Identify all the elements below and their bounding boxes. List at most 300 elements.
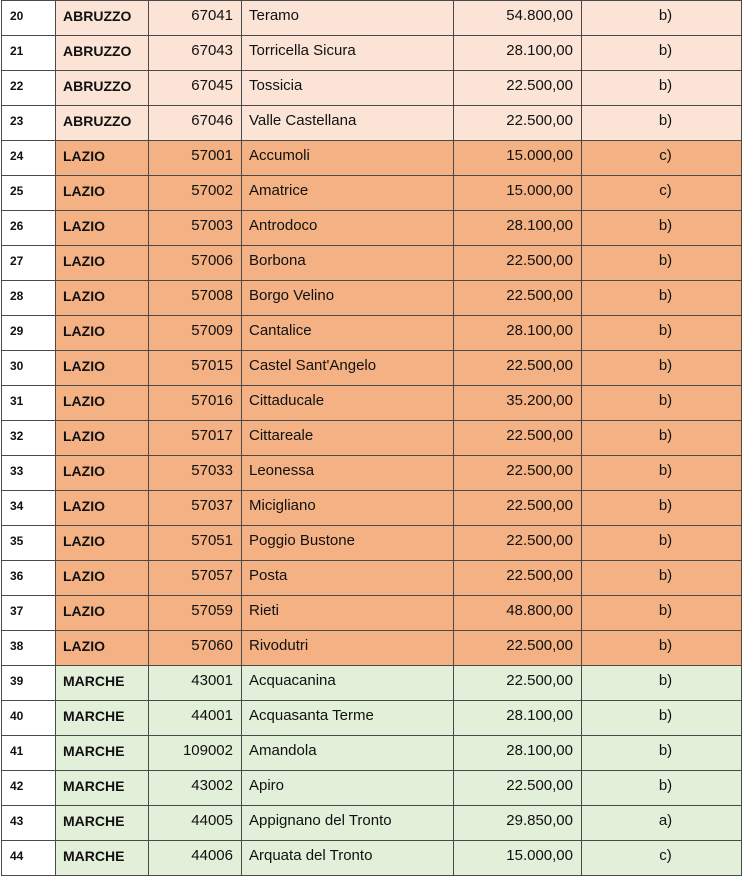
category-cell	[582, 631, 742, 666]
amount-cell-text: 22.500,00	[506, 287, 573, 304]
amount-cell-text: 54.800,00	[506, 7, 573, 24]
row-number-cell-text: 21	[10, 44, 24, 58]
amount-cell	[454, 36, 582, 71]
row-number-cell	[2, 631, 56, 666]
municipality-name-cell	[242, 1, 454, 36]
region-cell-text: LAZIO	[63, 218, 105, 234]
region-cell	[56, 631, 149, 666]
istat-code-cell	[149, 771, 242, 806]
table-row	[2, 456, 742, 491]
istat-code-cell-text: 44001	[191, 707, 233, 724]
amount-cell	[454, 806, 582, 841]
istat-code-cell	[149, 351, 242, 386]
row-number-cell-text: 43	[10, 814, 24, 828]
amount-cell-text: 22.500,00	[506, 77, 573, 94]
municipality-name-cell-text: Borgo Velino	[249, 287, 335, 304]
amount-cell-text: 22.500,00	[506, 252, 573, 269]
region-cell	[56, 71, 149, 106]
row-number-cell-text: 29	[10, 324, 24, 338]
istat-code-cell-text: 67041	[191, 7, 233, 24]
row-number-cell	[2, 351, 56, 386]
region-cell-text: LAZIO	[63, 463, 105, 479]
region-cell-text: LAZIO	[63, 183, 105, 199]
istat-code-cell	[149, 36, 242, 71]
municipality-name-cell-text: Teramo	[249, 7, 300, 24]
region-cell	[56, 806, 149, 841]
istat-code-cell-text: 57001	[191, 147, 233, 164]
istat-code-cell	[149, 491, 242, 526]
table-row	[2, 176, 742, 211]
municipality-name-cell	[242, 316, 454, 351]
region-cell	[56, 841, 149, 876]
row-number-cell-text: 44	[10, 849, 24, 863]
row-number-cell-text: 28	[10, 289, 24, 303]
municipality-name-cell	[242, 841, 454, 876]
municipality-name-cell	[242, 351, 454, 386]
region-cell-text: LAZIO	[63, 603, 105, 619]
amount-cell	[454, 421, 582, 456]
category-cell	[582, 211, 742, 246]
row-number-cell	[2, 176, 56, 211]
region-cell-text: LAZIO	[63, 428, 105, 444]
category-cell-text: b)	[658, 742, 673, 759]
municipality-name-cell-text: Accumoli	[249, 147, 310, 164]
istat-code-cell	[149, 386, 242, 421]
category-cell	[582, 351, 742, 386]
amount-cell-text: 15.000,00	[506, 182, 573, 199]
istat-code-cell-text: 57037	[191, 497, 233, 514]
row-number-cell	[2, 36, 56, 71]
istat-code-cell	[149, 596, 242, 631]
table-row	[2, 36, 742, 71]
region-cell-text: MARCHE	[63, 743, 125, 759]
municipality-name-cell-text: Poggio Bustone	[249, 532, 355, 549]
row-number-cell	[2, 666, 56, 701]
istat-code-cell	[149, 736, 242, 771]
municipality-name-cell	[242, 736, 454, 771]
row-number-cell	[2, 806, 56, 841]
region-cell	[56, 351, 149, 386]
row-number-cell	[2, 526, 56, 561]
row-number-cell-text: 42	[10, 779, 24, 793]
category-cell	[582, 806, 742, 841]
region-cell	[56, 561, 149, 596]
row-number-cell	[2, 841, 56, 876]
category-cell-text: c)	[659, 182, 672, 199]
amount-cell-text: 22.500,00	[506, 357, 573, 374]
category-cell	[582, 841, 742, 876]
region-cell-text: LAZIO	[63, 568, 105, 584]
row-number-cell-text: 37	[10, 604, 24, 618]
istat-code-cell-text: 57017	[191, 427, 233, 444]
region-cell	[56, 526, 149, 561]
amount-cell-text: 22.500,00	[506, 532, 573, 549]
istat-code-cell	[149, 666, 242, 701]
table-row	[2, 246, 742, 281]
amount-cell	[454, 701, 582, 736]
region-cell	[56, 386, 149, 421]
row-number-cell	[2, 1, 56, 36]
row-number-cell	[2, 421, 56, 456]
region-cell-text: MARCHE	[63, 673, 125, 689]
row-number-cell	[2, 771, 56, 806]
amount-cell-text: 22.500,00	[506, 497, 573, 514]
amount-cell	[454, 246, 582, 281]
municipality-name-cell	[242, 211, 454, 246]
istat-code-cell-text: 43002	[191, 777, 233, 794]
category-cell-text: b)	[658, 42, 673, 59]
municipality-name-cell	[242, 281, 454, 316]
region-cell-text: LAZIO	[63, 638, 105, 654]
amount-cell	[454, 386, 582, 421]
row-number-cell-text: 24	[10, 149, 24, 163]
region-cell	[56, 421, 149, 456]
region-cell-text: LAZIO	[63, 498, 105, 514]
region-cell	[56, 701, 149, 736]
istat-code-cell-text: 44005	[191, 812, 233, 829]
region-cell-text: LAZIO	[63, 393, 105, 409]
amount-cell	[454, 631, 582, 666]
table-row	[2, 526, 742, 561]
category-cell-text: b)	[658, 322, 673, 339]
municipality-name-cell-text: Borbona	[249, 252, 306, 269]
municipality-name-cell-text: Torricella Sicura	[249, 42, 356, 59]
municipality-name-cell	[242, 561, 454, 596]
amount-cell-text: 22.500,00	[506, 672, 573, 689]
row-number-cell-text: 35	[10, 534, 24, 548]
amount-cell-text: 22.500,00	[506, 112, 573, 129]
category-cell	[582, 176, 742, 211]
category-cell	[582, 736, 742, 771]
amount-cell-text: 22.500,00	[506, 462, 573, 479]
row-number-cell-text: 30	[10, 359, 24, 373]
category-cell-text: b)	[658, 392, 673, 409]
table-row	[2, 771, 742, 806]
table-row	[2, 421, 742, 456]
region-cell-text: ABRUZZO	[63, 8, 132, 24]
istat-code-cell-text: 57006	[191, 252, 233, 269]
region-cell	[56, 36, 149, 71]
row-number-cell	[2, 596, 56, 631]
istat-code-cell-text: 57015	[191, 357, 233, 374]
category-cell	[582, 666, 742, 701]
table-row	[2, 806, 742, 841]
region-cell-text: ABRUZZO	[63, 43, 132, 59]
row-number-cell	[2, 141, 56, 176]
category-cell	[582, 596, 742, 631]
category-cell	[582, 491, 742, 526]
region-cell-text: LAZIO	[63, 323, 105, 339]
category-cell	[582, 561, 742, 596]
municipality-name-cell-text: Micigliano	[249, 497, 316, 514]
region-cell	[56, 211, 149, 246]
region-cell	[56, 456, 149, 491]
region-cell	[56, 316, 149, 351]
istat-code-cell-text: 57016	[191, 392, 233, 409]
row-number-cell-text: 25	[10, 184, 24, 198]
amount-cell	[454, 211, 582, 246]
amount-cell-text: 22.500,00	[506, 567, 573, 584]
region-cell-text: MARCHE	[63, 708, 125, 724]
category-cell-text: b)	[658, 287, 673, 304]
category-cell-text: b)	[658, 567, 673, 584]
region-cell	[56, 666, 149, 701]
category-cell	[582, 386, 742, 421]
region-cell-text: LAZIO	[63, 253, 105, 269]
category-cell	[582, 141, 742, 176]
amount-cell-text: 28.100,00	[506, 217, 573, 234]
istat-code-cell	[149, 806, 242, 841]
region-cell	[56, 1, 149, 36]
region-cell	[56, 106, 149, 141]
municipality-name-cell-text: Appignano del Tronto	[249, 812, 392, 829]
amount-cell	[454, 666, 582, 701]
amount-cell	[454, 176, 582, 211]
amount-cell	[454, 491, 582, 526]
table-row	[2, 281, 742, 316]
category-cell-text: b)	[658, 777, 673, 794]
municipality-name-cell-text: Castel Sant'Angelo	[249, 357, 377, 374]
amount-cell-text: 15.000,00	[506, 147, 573, 164]
istat-code-cell	[149, 421, 242, 456]
region-cell	[56, 596, 149, 631]
municipality-name-cell	[242, 701, 454, 736]
category-cell-text: c)	[659, 147, 672, 164]
istat-code-cell-text: 44006	[191, 847, 233, 864]
region-cell	[56, 281, 149, 316]
table-row	[2, 211, 742, 246]
istat-code-cell	[149, 211, 242, 246]
row-number-cell-text: 26	[10, 219, 24, 233]
row-number-cell	[2, 316, 56, 351]
table-body	[2, 1, 742, 876]
table-row	[2, 596, 742, 631]
istat-code-cell	[149, 701, 242, 736]
amount-cell	[454, 561, 582, 596]
amount-cell	[454, 71, 582, 106]
municipality-name-cell-text: Arquata del Tronto	[249, 847, 373, 864]
row-number-cell	[2, 281, 56, 316]
amount-cell-text: 28.100,00	[506, 322, 573, 339]
amount-cell	[454, 141, 582, 176]
municipalities-table	[1, 0, 742, 876]
table-row	[2, 491, 742, 526]
istat-code-cell	[149, 141, 242, 176]
category-cell-text: b)	[658, 532, 673, 549]
category-cell-text: c)	[659, 847, 672, 864]
category-cell	[582, 1, 742, 36]
istat-code-cell-text: 57060	[191, 637, 233, 654]
row-number-cell	[2, 491, 56, 526]
region-cell	[56, 771, 149, 806]
region-cell	[56, 736, 149, 771]
region-cell-text: LAZIO	[63, 533, 105, 549]
istat-code-cell	[149, 176, 242, 211]
amount-cell-text: 48.800,00	[506, 602, 573, 619]
category-cell-text: b)	[658, 112, 673, 129]
municipality-name-cell	[242, 526, 454, 561]
municipality-name-cell	[242, 106, 454, 141]
municipality-name-cell-text: Antrodoco	[249, 217, 318, 234]
row-number-cell-text: 38	[10, 639, 24, 653]
region-cell-text: ABRUZZO	[63, 78, 132, 94]
row-number-cell	[2, 456, 56, 491]
amount-cell	[454, 771, 582, 806]
istat-code-cell-text: 43001	[191, 672, 233, 689]
table-row	[2, 141, 742, 176]
municipality-name-cell	[242, 141, 454, 176]
region-cell-text: LAZIO	[63, 288, 105, 304]
table-row	[2, 106, 742, 141]
amount-cell	[454, 316, 582, 351]
table-row	[2, 736, 742, 771]
amount-cell-text: 28.100,00	[506, 742, 573, 759]
row-number-cell	[2, 561, 56, 596]
amount-cell-text: 22.500,00	[506, 427, 573, 444]
municipality-name-cell	[242, 386, 454, 421]
category-cell	[582, 36, 742, 71]
municipality-name-cell	[242, 771, 454, 806]
category-cell-text: b)	[658, 7, 673, 24]
row-number-cell	[2, 106, 56, 141]
istat-code-cell-text: 109002	[182, 742, 233, 759]
category-cell	[582, 316, 742, 351]
municipality-name-cell-text: Valle Castellana	[249, 112, 357, 129]
table-row	[2, 666, 742, 701]
amount-cell	[454, 736, 582, 771]
istat-code-cell	[149, 526, 242, 561]
category-cell-text: b)	[658, 427, 673, 444]
istat-code-cell-text: 57033	[191, 462, 233, 479]
category-cell	[582, 526, 742, 561]
amount-cell-text: 28.100,00	[506, 42, 573, 59]
municipality-name-cell-text: Leonessa	[249, 462, 315, 479]
municipality-name-cell	[242, 421, 454, 456]
amount-cell	[454, 526, 582, 561]
istat-code-cell	[149, 281, 242, 316]
row-number-cell	[2, 736, 56, 771]
istat-code-cell-text: 57003	[191, 217, 233, 234]
row-number-cell-text: 41	[10, 744, 24, 758]
region-cell-text: MARCHE	[63, 848, 125, 864]
row-number-cell-text: 34	[10, 499, 24, 513]
category-cell-text: b)	[658, 602, 673, 619]
table-row	[2, 561, 742, 596]
municipality-name-cell-text: Amandola	[249, 742, 317, 759]
row-number-cell-text: 40	[10, 709, 24, 723]
row-number-cell	[2, 211, 56, 246]
amount-cell-text: 28.100,00	[506, 707, 573, 724]
municipality-name-cell	[242, 36, 454, 71]
row-number-cell-text: 31	[10, 394, 24, 408]
istat-code-cell	[149, 316, 242, 351]
municipality-name-cell-text: Acquacanina	[249, 672, 336, 689]
table-row	[2, 71, 742, 106]
amount-cell	[454, 596, 582, 631]
municipality-name-cell-text: Cittaducale	[249, 392, 325, 409]
municipality-name-cell-text: Cittareale	[249, 427, 314, 444]
category-cell-text: a)	[658, 812, 673, 829]
region-cell-text: MARCHE	[63, 813, 125, 829]
category-cell-text: b)	[658, 497, 673, 514]
istat-code-cell-text: 57008	[191, 287, 233, 304]
category-cell	[582, 71, 742, 106]
municipality-name-cell	[242, 666, 454, 701]
amount-cell	[454, 1, 582, 36]
category-cell-text: b)	[658, 77, 673, 94]
row-number-cell-text: 36	[10, 569, 24, 583]
municipality-name-cell-text: Rieti	[249, 602, 280, 619]
category-cell	[582, 701, 742, 736]
category-cell	[582, 771, 742, 806]
istat-code-cell-text: 67043	[191, 42, 233, 59]
istat-code-cell-text: 67046	[191, 112, 233, 129]
amount-cell-text: 22.500,00	[506, 777, 573, 794]
region-cell	[56, 246, 149, 281]
region-cell	[56, 491, 149, 526]
category-cell-text: b)	[658, 357, 673, 374]
municipality-name-cell	[242, 246, 454, 281]
municipality-name-cell	[242, 176, 454, 211]
municipality-name-cell-text: Apiro	[249, 777, 285, 794]
table-row	[2, 701, 742, 736]
category-cell	[582, 281, 742, 316]
row-number-cell-text: 27	[10, 254, 24, 268]
row-number-cell-text: 23	[10, 114, 24, 128]
amount-cell	[454, 456, 582, 491]
municipality-name-cell	[242, 596, 454, 631]
region-cell-text: MARCHE	[63, 778, 125, 794]
municipality-name-cell-text: Acquasanta Terme	[249, 707, 374, 724]
category-cell-text: b)	[658, 672, 673, 689]
municipality-name-cell-text: Posta	[249, 567, 288, 584]
municipality-name-cell-text: Amatrice	[249, 182, 309, 199]
municipality-name-cell	[242, 491, 454, 526]
istat-code-cell-text: 57009	[191, 322, 233, 339]
istat-code-cell	[149, 456, 242, 491]
istat-code-cell	[149, 106, 242, 141]
category-cell-text: b)	[658, 707, 673, 724]
region-cell-text: LAZIO	[63, 358, 105, 374]
amount-cell	[454, 841, 582, 876]
category-cell	[582, 421, 742, 456]
row-number-cell	[2, 386, 56, 421]
region-cell-text: LAZIO	[63, 148, 105, 164]
row-number-cell-text: 20	[10, 9, 24, 23]
istat-code-cell-text: 57051	[191, 532, 233, 549]
amount-cell-text: 15.000,00	[506, 847, 573, 864]
municipality-name-cell-text: Rivodutri	[249, 637, 309, 654]
category-cell	[582, 106, 742, 141]
table-row	[2, 316, 742, 351]
row-number-cell-text: 33	[10, 464, 24, 478]
row-number-cell	[2, 71, 56, 106]
municipality-name-cell	[242, 806, 454, 841]
municipality-name-cell	[242, 456, 454, 491]
region-cell	[56, 141, 149, 176]
category-cell	[582, 456, 742, 491]
istat-code-cell-text: 57002	[191, 182, 233, 199]
istat-code-cell-text: 67045	[191, 77, 233, 94]
municipality-name-cell-text: Tossicia	[249, 77, 303, 94]
table-row	[2, 386, 742, 421]
municipality-name-cell	[242, 71, 454, 106]
row-number-cell-text: 22	[10, 79, 24, 93]
amount-cell	[454, 351, 582, 386]
amount-cell-text: 35.200,00	[506, 392, 573, 409]
amount-cell-text: 29.850,00	[506, 812, 573, 829]
istat-code-cell	[149, 841, 242, 876]
